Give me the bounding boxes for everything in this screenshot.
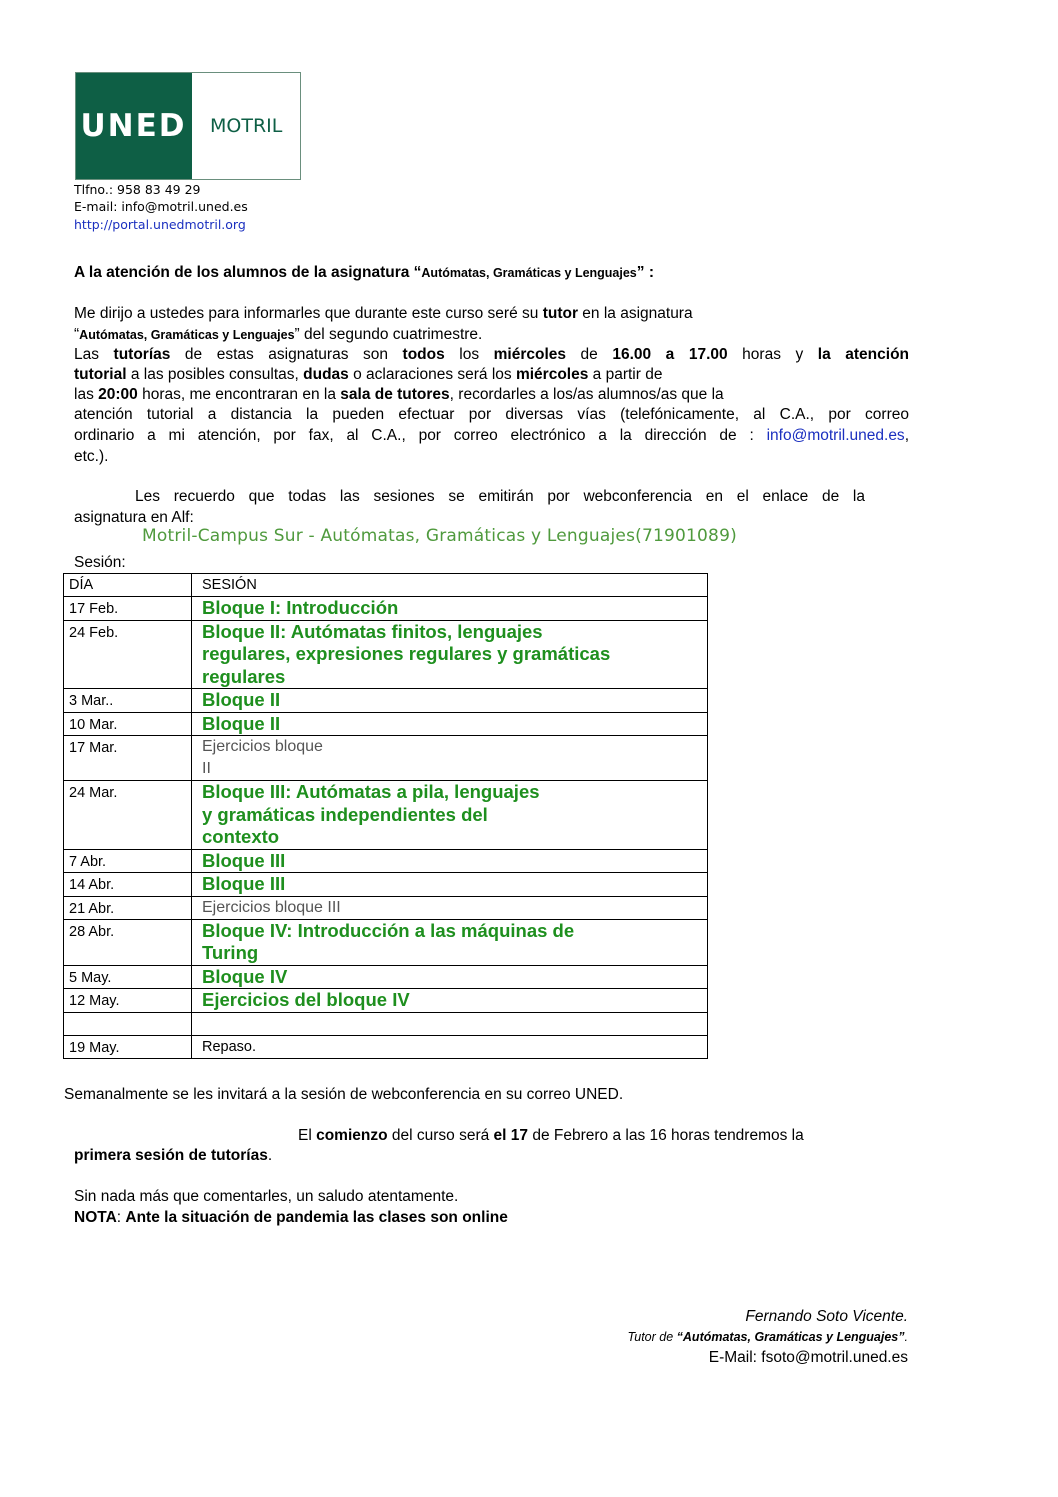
row-session bbox=[192, 896, 708, 919]
row-session bbox=[192, 781, 708, 850]
table-row bbox=[64, 1035, 708, 1058]
row-day: 7 Abr. bbox=[64, 849, 192, 873]
row-day: 10 Mar. bbox=[64, 712, 192, 736]
table-row bbox=[64, 736, 708, 781]
session-text: Ejercicios bloque II bbox=[202, 738, 323, 777]
start-line-1: El comienzo del curso será el 17 de Febrero a las 16 horas tendremos la bbox=[298, 1127, 804, 1144]
session-table bbox=[63, 573, 708, 1059]
row-session bbox=[192, 597, 708, 621]
table-row bbox=[64, 689, 708, 713]
session-text: Bloque III bbox=[202, 873, 286, 894]
heading: A la atención de los alumnos de la asignatura “Autómatas, Gramáticas y Lenguajes” : bbox=[74, 264, 654, 281]
session-text: Bloque IV: Introducción a las máquinas de Turing bbox=[202, 919, 575, 963]
session-text: Ejercicios bloque III bbox=[202, 898, 341, 916]
signature-email: E-Mail: fsoto@motril.uned.es bbox=[708, 1349, 908, 1366]
schedule-line-3: las 20:00 horas, me encontraran en la sala de tutores, recordarles a los/as alumnos/as que la bbox=[74, 386, 724, 403]
nota: NOTA: Ante la situación de pandemia las clases son online bbox=[74, 1209, 508, 1226]
contact-web-link[interactable]: http://portal.unedmotril.org bbox=[74, 217, 246, 232]
schedule-line-1: Las tutorías de estas asignaturas son todos los miércoles de 16.00 a 17.00 horas y la atención bbox=[74, 346, 909, 363]
row-session bbox=[192, 1012, 708, 1035]
schedule-line-6: etc.). bbox=[74, 448, 109, 465]
row-day: 5 May. bbox=[64, 965, 192, 989]
alf-course-link[interactable]: Motril-Campus Sur - Autómatas, Gramáticas y Lenguajes(71901089) bbox=[142, 526, 737, 546]
session-text: Bloque III bbox=[202, 849, 286, 871]
row-session bbox=[192, 965, 708, 989]
header-session: SESIÓN bbox=[192, 574, 708, 597]
row-session bbox=[192, 849, 708, 873]
web-line-2: asignatura en Alf: bbox=[74, 509, 194, 526]
table-row bbox=[64, 849, 708, 873]
session-text: Ejercicios del bloque IV bbox=[202, 989, 410, 1010]
row-day: 24 Mar. bbox=[64, 781, 192, 850]
row-day: 17 Feb. bbox=[64, 597, 192, 621]
closing: Sin nada más que comentarles, un saludo atentamente. bbox=[74, 1188, 459, 1205]
signature-name: Fernando Soto Vicente. bbox=[745, 1308, 908, 1325]
table-row bbox=[64, 873, 708, 897]
uned-motril-logo bbox=[75, 72, 301, 180]
row-session bbox=[192, 689, 708, 713]
row-day: 28 Abr. bbox=[64, 919, 192, 965]
logo-center: MOTRIL bbox=[210, 115, 283, 137]
table-row bbox=[64, 597, 708, 621]
row-day bbox=[64, 1012, 192, 1035]
contact-phone: Tlfno.: 958 83 49 29 bbox=[74, 182, 201, 197]
row-day: 14 Abr. bbox=[64, 873, 192, 897]
weekly-note: Semanalmente se les invitará a la sesión de webconferencia en su correo UNED. bbox=[64, 1086, 624, 1103]
table-row bbox=[64, 919, 708, 965]
table-row bbox=[64, 896, 708, 919]
logo-brand: UNED bbox=[76, 73, 191, 179]
row-session bbox=[192, 919, 708, 965]
web-line-1: Les recuerdo que todas las sesiones se emitirán por webconferencia en el enlace de la bbox=[135, 488, 865, 505]
table-row bbox=[64, 989, 708, 1013]
row-day: 3 Mar.. bbox=[64, 689, 192, 713]
session-text: Bloque IV bbox=[202, 965, 288, 987]
start-line-2: primera sesión de tutorías. bbox=[74, 1147, 273, 1164]
schedule-line-4: atención tutorial a distancia la pueden efectuar por diversas vías (telefónicamente, al C.A., por correo bbox=[74, 406, 909, 423]
table-header-row bbox=[64, 574, 708, 597]
sesion-label: Sesión: bbox=[74, 554, 126, 571]
row-day: 19 May. bbox=[64, 1035, 192, 1058]
row-session bbox=[192, 736, 708, 781]
table-row bbox=[64, 620, 708, 689]
intro-line-1: Me dirijo a ustedes para informarles que durante este curso seré su tutor en la asignatura bbox=[74, 305, 693, 322]
table-row bbox=[64, 965, 708, 989]
row-session bbox=[192, 712, 708, 736]
contact-email: E-mail: info@motril.uned.es bbox=[74, 199, 248, 214]
row-session bbox=[192, 620, 708, 689]
info-email-link[interactable]: info@motril.uned.es bbox=[766, 427, 905, 444]
logo-divider bbox=[191, 73, 200, 179]
schedule-line-2: tutorial a las posibles consultas, dudas o aclaraciones será los miércoles a partir de bbox=[74, 366, 663, 383]
row-session bbox=[192, 1035, 708, 1058]
schedule-line-5: ordinario a mi atención, por fax, al C.A., por correo electrónico a la dirección de : info@motril.uned.es, bbox=[74, 427, 909, 444]
row-session bbox=[192, 873, 708, 897]
signature-role: Tutor de “Autómatas, Gramáticas y Lenguajes”. bbox=[627, 1330, 908, 1344]
intro-line-2: “Autómatas, Gramáticas y Lenguajes” del segundo cuatrimestre. bbox=[74, 326, 483, 343]
row-day: 12 May. bbox=[64, 989, 192, 1013]
row-day: 21 Abr. bbox=[64, 896, 192, 919]
session-text: Bloque I: Introducción bbox=[202, 597, 399, 618]
row-day: 24 Feb. bbox=[64, 620, 192, 689]
table-row bbox=[64, 712, 708, 736]
row-session bbox=[192, 989, 708, 1013]
session-text: Bloque II bbox=[202, 689, 281, 710]
session-text: Repaso. bbox=[202, 1038, 257, 1055]
table-row bbox=[64, 1012, 708, 1035]
session-text: Bloque II bbox=[202, 712, 281, 734]
session-text: Bloque II: Autómatas finitos, lenguajes regulares, expresiones regulares y gramáticas regulares bbox=[202, 620, 611, 687]
header-day: DÍA bbox=[64, 574, 192, 597]
session-text: Bloque III: Autómatas a pila, lenguajes y gramáticas independientes del contexto bbox=[202, 781, 540, 847]
table-row bbox=[64, 781, 708, 850]
row-day: 17 Mar. bbox=[64, 736, 192, 781]
